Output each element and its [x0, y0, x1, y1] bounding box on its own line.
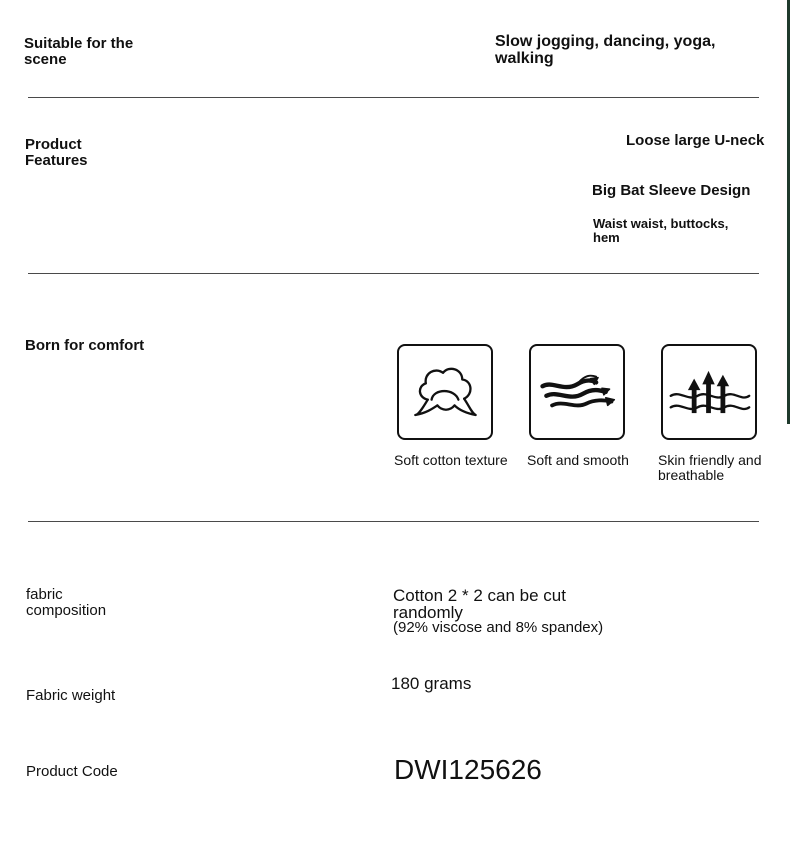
code-value: DWI125626 [394, 754, 542, 785]
features-label: Product Features [25, 136, 88, 169]
feature-item-3: Waist waist, buttocks, hem [593, 216, 729, 245]
weight-value: 180 grams [391, 674, 472, 693]
scene-value: Slow jogging, dancing, yoga, walking [495, 33, 716, 67]
icon-caption-1: Soft cotton texture [394, 452, 508, 468]
scene-label: Suitable for the scene [24, 35, 134, 68]
smooth-wind-icon [529, 344, 625, 440]
breathable-arrows-icon [661, 344, 757, 440]
icon-caption-3: Skin friendly and breathable [658, 452, 762, 483]
feature-item-2: Big Bat Sleeve Design [592, 182, 751, 199]
code-label: Product Code [26, 763, 118, 780]
composition-value: Cotton 2 * 2 can be cut randomly [393, 586, 566, 622]
composition-detail: (92% viscose and 8% spandex) [393, 619, 604, 636]
feature-item-1: Loose large U-neck [626, 132, 765, 149]
divider-2 [28, 273, 759, 274]
weight-label: Fabric weight [26, 687, 116, 704]
cotton-icon [397, 344, 493, 440]
icon-caption-2: Soft and smooth [527, 452, 629, 468]
divider-1 [28, 97, 759, 98]
comfort-label: Born for comfort [25, 337, 145, 354]
divider-3 [28, 521, 759, 522]
composition-label: fabric composition [26, 586, 107, 619]
